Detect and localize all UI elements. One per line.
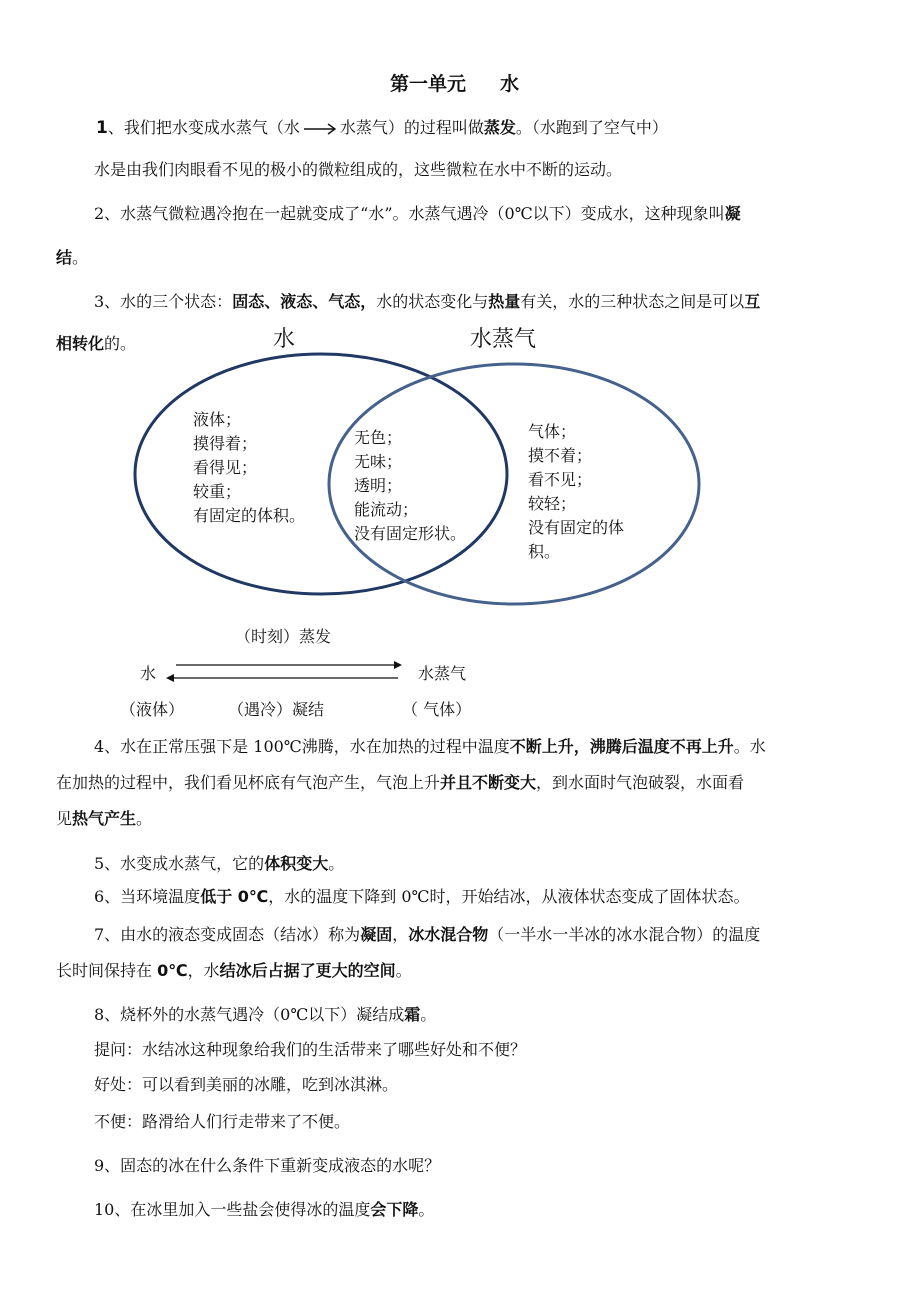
text: 的。: [104, 334, 137, 353]
text: ，水的温度下降到 0℃时，开始结冰，从液体状态变成了固体状态。: [268, 887, 750, 906]
text: ，到水面时气泡破裂，水面看: [536, 773, 745, 792]
bold-term: 互: [744, 292, 761, 311]
paragraph-1b: 水是由我们肉眼看不见的极小的微粒组成的，这些微粒在水中不断的运动。: [94, 160, 623, 179]
text: 4、水在正常压强下是 100℃沸腾，水在加热的过程中温度: [94, 737, 510, 756]
text: 水蒸气）的过程叫做: [339, 118, 484, 137]
text: 。: [328, 854, 345, 873]
text: （一半水一半冰的冰水混合物）的温度: [488, 925, 761, 944]
paragraph-2-line2: [56, 248, 88, 268]
bold-term: 并且不断变大: [440, 773, 537, 792]
venn-item: 看得见；: [193, 458, 258, 477]
bold-term: 不断上升，沸腾后温度不再上升: [509, 737, 734, 756]
text: 水的状态变化与: [376, 292, 489, 311]
paragraph-10: [94, 1200, 434, 1220]
bold-term: 凝: [724, 204, 741, 223]
venn-item: 无味；: [354, 452, 403, 471]
cycle-right-label: 水蒸气: [418, 664, 467, 683]
text: 。: [420, 1005, 437, 1024]
text: 有关，水的三种状态之间是可以: [520, 292, 745, 311]
venn-item: 较轻；: [528, 494, 577, 513]
bold-term: 0℃: [157, 961, 188, 980]
text: 6、当环境温度: [94, 887, 201, 906]
text: 。: [72, 248, 89, 267]
venn-item: 积。: [528, 542, 561, 561]
venn-item: 无色；: [354, 428, 403, 447]
cycle-bottom-right: （ 气体）: [402, 700, 472, 719]
paragraph-2-line1: [94, 204, 741, 224]
disadvantage-text: 不便：路滑给人们行走带来了不便。: [94, 1112, 351, 1131]
bold-term: 体积变大: [264, 854, 329, 873]
bold-term: 蒸发: [483, 118, 516, 137]
item-number: 1: [96, 118, 108, 138]
left-arrow-icon: [166, 674, 398, 682]
paragraph-8: [94, 1005, 436, 1025]
question-text: 提问：水结冰这种现象给我们的生活带来了哪些好处和不便？: [94, 1040, 527, 1059]
advantage-text: 好处：可以看到美丽的冰雕，吃到冰淇淋。: [94, 1075, 399, 1094]
text: 长时间保持在: [56, 961, 158, 980]
venn-left-list: [193, 408, 305, 528]
text: 。（水跑到了空气中）: [515, 118, 668, 137]
paragraph-1: [96, 118, 668, 138]
unit-topic: 水: [500, 73, 520, 95]
venn-item: 摸得着；: [193, 434, 258, 453]
venn-item: 看不见；: [528, 470, 593, 489]
bold-term: 热气产生: [72, 809, 137, 828]
bold-term: 结冰后占据了更大的空间: [219, 961, 396, 980]
text: ，: [392, 925, 409, 944]
venn-middle-list: [354, 426, 466, 546]
venn-item: 透明；: [354, 476, 403, 495]
venn-right-list: [528, 420, 624, 564]
paragraph-7-line2: [56, 961, 412, 981]
venn-item: 没有固定的体: [528, 518, 625, 537]
venn-left-title: 水: [273, 327, 296, 352]
bold-term: 霜: [404, 1005, 421, 1024]
bold-term: 会下降: [370, 1200, 419, 1219]
bold-term: 凝固: [360, 925, 393, 944]
venn-item: 液体；: [193, 410, 242, 429]
text: 。: [418, 1200, 435, 1219]
paragraph-3-line2: [56, 334, 136, 354]
text: 3、水的三个状态：: [94, 292, 233, 311]
venn-item: 气体；: [528, 422, 577, 441]
text: 、我们把水变成水蒸气（水: [107, 118, 300, 137]
bold-term: 相转化: [56, 334, 105, 353]
paragraph-4-line3: [56, 809, 152, 829]
bold-term: 固态、液态、气态，: [232, 292, 377, 311]
paragraph-4-line1: [94, 737, 766, 757]
text: ，水: [187, 961, 220, 980]
paragraph-4-line2: [56, 773, 744, 793]
right-arrow-icon: [176, 661, 402, 669]
cycle-bottom-mid: （遇冷）凝结: [228, 700, 325, 719]
text: 10、在冰里加入一些盐会使得冰的温度: [94, 1200, 371, 1219]
text: 5、水变成水蒸气，它的: [94, 854, 265, 873]
right-arrow-icon: [302, 122, 338, 136]
unit-label: 第一单元: [390, 73, 467, 95]
bold-term: 热量: [488, 292, 521, 311]
page-title: [390, 74, 519, 94]
bold-term: 冰水混合物: [408, 925, 489, 944]
text: 8、烧杯外的水蒸气遇冷（0℃以下）凝结成: [94, 1005, 405, 1024]
venn-item: 较重；: [193, 482, 242, 501]
paragraph-5: [94, 854, 344, 874]
paragraph-7-line1: [94, 925, 760, 945]
text: 2、水蒸气微粒遇冷抱在一起就变成了“水”。水蒸气遇冷（0℃以下）变成水，这种现象叫: [94, 204, 725, 223]
bold-term: 结: [56, 248, 73, 267]
paragraph-3-line1: [94, 292, 760, 312]
cycle-bottom-left: （液体）: [120, 700, 185, 719]
bold-term: 低于 0℃: [200, 887, 269, 906]
text: 。水: [733, 737, 766, 756]
text: 7、由水的液态变成固态（结冰）称为: [94, 925, 361, 944]
text: 。: [395, 961, 412, 980]
venn-item: 有固定的体积。: [193, 506, 306, 525]
text: 见: [56, 809, 73, 828]
venn-item: 没有固定形状。: [354, 524, 467, 543]
paragraph-6: [94, 887, 749, 907]
cycle-top-label: （时刻）蒸发: [235, 627, 332, 646]
text: 。: [136, 809, 153, 828]
venn-item: 摸不着；: [528, 446, 593, 465]
text: 在加热的过程中，我们看见杯底有气泡产生，气泡上升: [56, 773, 441, 792]
venn-item: 能流动；: [354, 500, 419, 519]
venn-right-title: 水蒸气: [470, 327, 537, 352]
cycle-left-label: 水: [140, 664, 157, 683]
paragraph-9: 9、固态的冰在什么条件下重新变成液态的水呢？: [94, 1156, 441, 1175]
